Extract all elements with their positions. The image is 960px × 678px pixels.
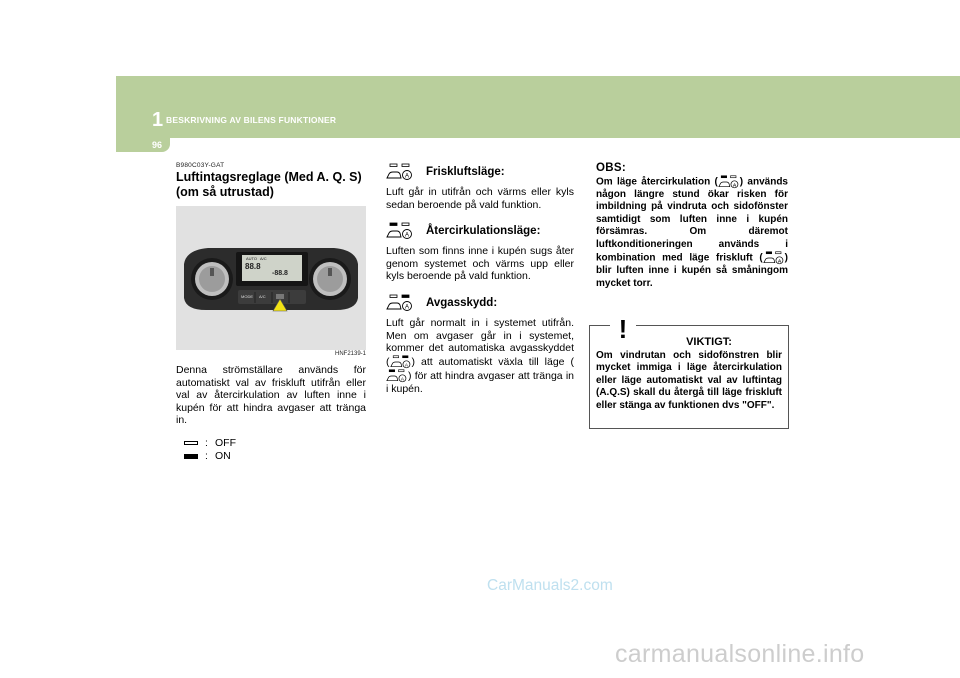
- recirculation-inline-icon: [718, 175, 740, 189]
- section-code: B980C03Y-GAT: [176, 162, 225, 169]
- fresh-air-mode-icon: [386, 163, 414, 181]
- recirculation-mode-icon: [386, 222, 414, 240]
- panel-temp-left: 88.8: [245, 262, 261, 271]
- svg-text:A: A: [732, 182, 737, 188]
- svg-text:A: A: [404, 362, 408, 368]
- aqs-mode-icon: [386, 294, 414, 312]
- warning-box: [589, 314, 789, 429]
- aqs-inline-icon: [390, 355, 412, 369]
- right-column: [596, 162, 788, 290]
- watermark-carmanualsonline: carmanualsonline.info: [615, 640, 865, 668]
- intro-text: Denna strömställare används för automatiskt val av friskluft utifrån eller val av återcirkulation av luften inne i kupén för att hindra avgaser att tränga in.: [176, 364, 366, 427]
- header-band: [116, 76, 960, 138]
- svg-text:A: A: [405, 304, 410, 311]
- note-text: Om läge återcirkulation ( A ) används någon längre stund ökar risken för imbildning på vindruta och sidofönster samtidigt som luften inne i kupén försämras. Om däremot luftkonditioneringen används i kombination med läge friskluft ( A ) blir luften inne i kupén så småningom mycket torr.: [596, 176, 788, 289]
- warning-text: Om vindrutan och sidofönstren blir mycket immiga i läge återcirkulation eller läge automatiskt val av luftintag (A.Q.S) skall du återgå till läge friskluft eller stänga av funktionen dvs "OFF".: [596, 350, 782, 411]
- legend: [176, 437, 366, 463]
- note-title: OBS:: [596, 162, 626, 174]
- chapter-title: BESKRIVNING AV BILENS FUNKTIONER: [166, 115, 337, 125]
- panel-auto-label: AUTO: [246, 256, 258, 261]
- legend-off: : OFF: [184, 437, 366, 450]
- warning-title: VIKTIGT:: [686, 336, 732, 348]
- section-heading: Luftintagsreglage (Med A. Q. S) (om så utrustad): [176, 170, 362, 199]
- fresh-air-inline-icon: [763, 251, 785, 265]
- svg-text:A: A: [405, 173, 410, 180]
- image-code: HNF2139-1: [334, 351, 366, 357]
- fresh-air-title: Friskluftsläge:: [426, 166, 505, 178]
- svg-text:A: A: [405, 232, 410, 239]
- warning-exclamation-icon: !: [610, 314, 636, 344]
- chapter-number: 1: [152, 109, 164, 131]
- control-panel-photo: [176, 206, 366, 350]
- exhaust-protection-section: [386, 294, 574, 395]
- fresh-air-text: Luft går in utifrån och värms eller kyls sedan beroende på vald funktion.: [386, 186, 574, 211]
- recirculation-inline-icon: [386, 369, 408, 383]
- indicator-on-icon: [184, 454, 198, 459]
- left-column: [176, 162, 366, 463]
- legend-on: : ON: [184, 450, 366, 463]
- exhaust-protection-title: Avgasskydd:: [426, 296, 498, 309]
- page-number: 96: [152, 140, 163, 150]
- recirculation-title: Återcirkulationsläge:: [426, 225, 541, 238]
- recirculation-text: Luften som finns inne i kupén sugs åter genom systemet och värms upp eller kyls beroende på vald funktion.: [386, 245, 574, 283]
- recirculation-section: [386, 222, 574, 283]
- svg-text:A: A: [400, 376, 404, 382]
- watermark-carmanuals2: CarManuals2.com: [487, 577, 613, 594]
- control-panel-illustration: [176, 206, 366, 350]
- exhaust-protection-text: Luft går normalt in i systemet utifrån. Men om avgaser går in i systemet, kommer det automatiska avgasskyddet ( A ) att automatiskt växla till läge ( A ) för att hindra avgaser att tränga in i kupén.: [386, 316, 574, 395]
- panel-temp-right: -88.8: [272, 270, 288, 277]
- svg-text:A: A: [777, 258, 781, 264]
- panel-ac-display-label: A/C: [260, 256, 267, 261]
- middle-column: [386, 163, 574, 406]
- panel-mode-button: MODE: [241, 294, 253, 299]
- fresh-air-section: [386, 163, 574, 211]
- indicator-off-icon: [184, 441, 198, 445]
- panel-ac-button: A/C: [259, 294, 266, 299]
